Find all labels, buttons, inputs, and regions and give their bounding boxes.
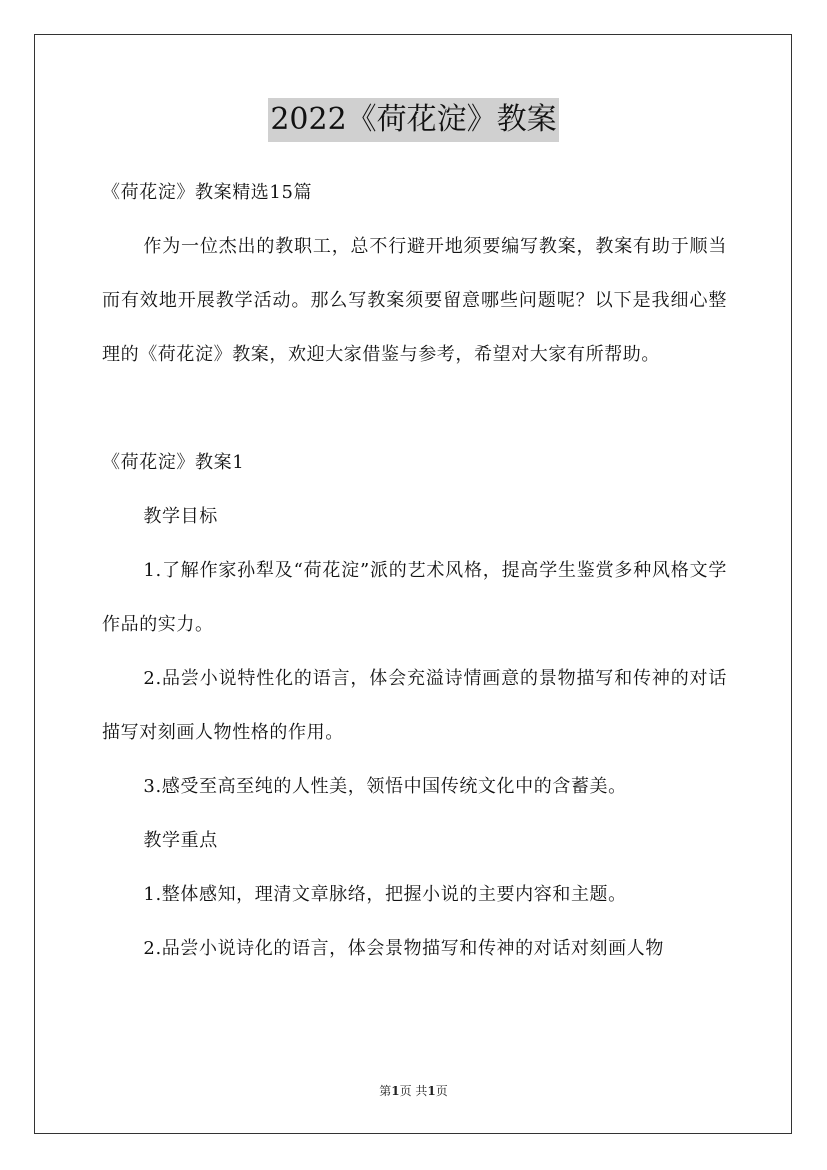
page-footer bbox=[0, 1082, 827, 1099]
focus-item-2: 2.品尝小说诗化的语言，体会景物描写和传神的对话对刻画人物 bbox=[143, 938, 664, 959]
focus-item-1: 1.整体感知，理清文章脉络，把握小说的主要内容和主题。 bbox=[143, 884, 627, 905]
footer-page-suffix: 页 bbox=[435, 1084, 448, 1098]
title-container bbox=[0, 98, 827, 142]
section-title: 《荷花淀》教案1 bbox=[102, 452, 245, 473]
subtitle: 《荷花淀》教案精选15篇 bbox=[102, 182, 313, 203]
goal-item-2: 2.品尝小说特性化的语言，体会充溢诗情画意的景物描写和传神的对话描写对刻画人物性格的作用。 bbox=[102, 668, 727, 743]
footer-page-mid: 页 共 bbox=[399, 1084, 428, 1098]
footer-page-prefix: 第 bbox=[379, 1084, 392, 1098]
footer-page-current: 1 bbox=[391, 1084, 400, 1098]
goal-item-1: 1.了解作家孙犁及“荷花淀”派的艺术风格，提高学生鉴赏多种风格文学作品的实力。 bbox=[102, 560, 727, 635]
document-title: 2022《荷花淀》教案 bbox=[268, 98, 558, 142]
footer-page-total: 1 bbox=[427, 1084, 436, 1098]
goals-heading: 教学目标 bbox=[143, 506, 218, 527]
intro-paragraph: 作为一位杰出的教职工，总不行避开地须要编写教案，教案有助于顺当而有效地开展教学活动。那么写教案须要留意哪些问题呢？以下是我细心整理的《荷花淀》教案，欢迎大家借鉴与参考，希望对大家有所帮助。 bbox=[102, 236, 727, 365]
goal-item-3: 3.感受至高至纯的人性美，领悟中国传统文化中的含蓄美。 bbox=[143, 776, 627, 797]
focus-heading: 教学重点 bbox=[143, 830, 218, 851]
paragraph-gap bbox=[102, 382, 727, 436]
document-body bbox=[102, 166, 727, 976]
